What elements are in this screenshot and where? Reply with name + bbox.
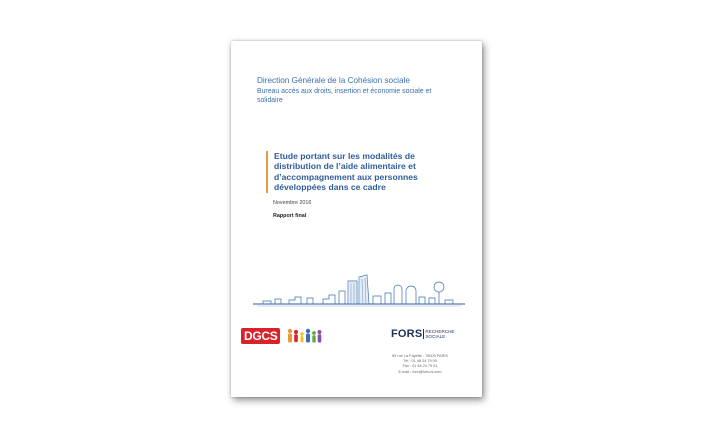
fors-logo-text: FORS — [391, 328, 423, 340]
fors-tagline-line1: RECHERCHE — [425, 329, 455, 334]
report-type: Rapport final — [273, 213, 307, 219]
organization-header — [257, 76, 457, 105]
city-skyline-illustration — [253, 269, 465, 311]
organization-title: Direction Générale de la Cohésion sociale — [257, 76, 410, 85]
fors-address — [389, 354, 451, 375]
people-figures-icon — [286, 328, 324, 346]
publication-date: Novembre 2016 — [273, 200, 312, 206]
address-fax: Fax : 01 48 24 79 01 — [402, 364, 438, 369]
address-email: E-mail : fors@fors-rs.com — [398, 369, 442, 374]
organization-subtitle: Bureau accès aux droits, insertion et économie sociale et solidaire — [257, 88, 432, 104]
document-cover-page — [231, 41, 482, 397]
dgcs-logo-text: DGCS — [241, 328, 280, 344]
study-title-block — [266, 151, 449, 193]
dgcs-logo — [241, 328, 324, 346]
study-title: Etude portant sur les modalités de distribution de l’aide alimentaire et d’accompagnement aux personnes développées dans ce cadre — [274, 151, 418, 193]
fors-logo — [391, 328, 454, 346]
fors-tagline-line2: SOCIALE — [425, 334, 446, 340]
fors-tagline — [423, 329, 454, 339]
address-phone: Tél : 01 48 24 79 00 — [403, 359, 437, 364]
address-line: 69 rue La Fayette - 75009 PARIS — [392, 354, 448, 358]
